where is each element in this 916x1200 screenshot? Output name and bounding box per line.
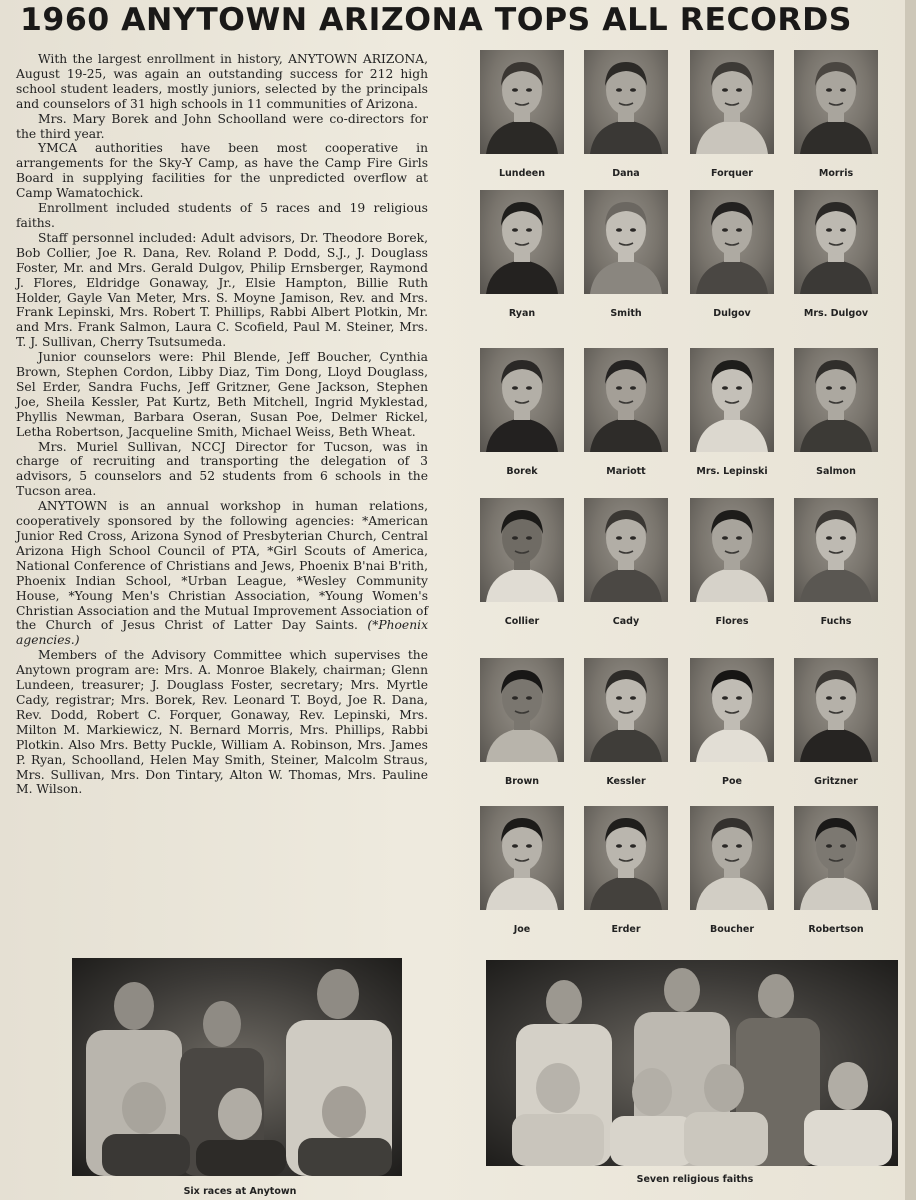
group-caption-left: Six races at Anytown xyxy=(183,1186,297,1197)
portrait-figure xyxy=(480,658,564,762)
portrait-photo xyxy=(690,348,774,452)
portrait-photo xyxy=(584,348,668,452)
page-headline: 1960 ANYTOWN ARIZONA TOPS ALL RECORDS xyxy=(20,2,852,38)
article-paragraph: Members of the Advisory Committee which supervises the Anytown program are: Mrs. A. Monroe Blakely, chairman; Glenn Lundeen, treasurer; J. Douglass Foster, secretary; Mrs. Myrtle Cady, registrar; Mrs. Borek, Rev. Leonard T. Boyd, Joe R. Dana, Rev. Dodd, Robert C. Forquer, Gonaway, Rev. Lepinski, Mrs. Milton M. Markiewicz, N. Bernard Morris, Mrs. Phillips, Rabbi Plotkin. Also Mrs. Betty Puckle, William A. Robinson, Mrs. James P. Ryan, Schoolland, Helen May Smith, Steiner, Malcolm Straus, Mrs. Sullivan, Mrs. Don Tintary, Alton W. Thomas, Mrs. Pauline M. Wilson. xyxy=(16,648,428,797)
portrait-card xyxy=(474,184,574,334)
portrait-photo xyxy=(480,498,564,602)
portrait-card xyxy=(474,342,574,492)
portrait-photo xyxy=(480,190,564,294)
portrait-figure xyxy=(480,190,564,294)
group-photo-six-races-figures xyxy=(72,958,402,1176)
portrait-figure xyxy=(584,806,668,910)
portrait-photo xyxy=(584,190,668,294)
portrait-figure xyxy=(584,348,668,452)
portrait-figure xyxy=(690,50,774,154)
portrait-caption: Dana xyxy=(612,168,640,179)
portrait-photo xyxy=(690,658,774,762)
portrait-figure xyxy=(794,498,878,602)
portrait-caption: Mrs. Dulgov xyxy=(803,308,869,319)
portrait-card xyxy=(578,184,678,334)
portrait-photo xyxy=(794,190,878,294)
portrait-card xyxy=(684,652,784,802)
article-paragraph: Junior counselors were: Phil Blende, Jeff Boucher, Cynthia Brown, Stephen Cordon, Libby Diaz, Tim Dong, Lloyd Douglass, Sel Erder, Sandra Fuchs, Jeff Gritzner, Gene Jackson, Stephen Joe, Sheila Kessler, Pat Kurtz, Beth Mitchell, Ingrid Myklestad, Phyllis Newman, Barbara Oseran, Susan Poe, Delmer Rickel, Letha Robertson, Jacqueline Smith, Michael Weiss, Beth Wheat. xyxy=(16,350,428,439)
portrait-figure xyxy=(794,50,878,154)
portrait-figure xyxy=(690,806,774,910)
portrait-card xyxy=(788,492,888,642)
sponsors-text: ANYTOWN is an annual workshop in human relations, cooperatively sponsored by the following agencies: *American Junior Red Cross, Arizona Synod of Presbyterian Church, Central Arizona High School Council of PTA, *Girl Scouts of America, National Conference of Christians and Jews, Phoenix B'nai B'rith, Phoenix Indian School, *Urban League, *Wesley Community House, *Young Men's Christian Association, *Young Women's Christian Association and the Mutual Improvement Association of the Church of Jesus Christ of Latter Day Saints. xyxy=(16,499,428,633)
portrait-photo xyxy=(690,806,774,910)
portrait-caption: Collier xyxy=(504,616,540,627)
portrait-card xyxy=(788,184,888,334)
portrait-figure xyxy=(690,498,774,602)
portrait-photo xyxy=(690,50,774,154)
article-paragraph: YMCA authorities have been most cooperative in arrangements for the Sky-Y Camp, as have the Camp Fire Girls Board in supplying facilities for the unpredicted overflow at Camp Wamatochick. xyxy=(16,141,428,201)
article-body xyxy=(16,52,428,797)
portrait-card xyxy=(474,800,574,950)
portrait-figure xyxy=(584,50,668,154)
portrait-figure xyxy=(480,498,564,602)
portrait-card xyxy=(474,44,574,194)
portrait-photo xyxy=(794,498,878,602)
group-caption-right: Seven religious faiths xyxy=(636,1174,754,1185)
portrait-photo xyxy=(480,348,564,452)
portrait-caption: Robertson xyxy=(808,924,864,935)
portrait-photo xyxy=(480,658,564,762)
portrait-figure xyxy=(480,348,564,452)
portrait-caption: Morris xyxy=(818,168,854,179)
portrait-figure xyxy=(794,806,878,910)
portrait-photo xyxy=(584,658,668,762)
portrait-card xyxy=(578,800,678,950)
portrait-card xyxy=(578,652,678,802)
portrait-card xyxy=(684,184,784,334)
group-photo-seven-faiths xyxy=(486,960,898,1166)
portrait-figure xyxy=(584,498,668,602)
portrait-figure xyxy=(690,658,774,762)
portrait-photo xyxy=(584,50,668,154)
portrait-card xyxy=(578,342,678,492)
portrait-figure xyxy=(480,50,564,154)
article-paragraph: With the largest enrollment in history, ANYTOWN ARIZONA, August 19-25, was again an outstanding success for 212 high school student leaders, mostly juniors, selected by the principals and counselors of 31 high schools in 11 communities of Arizona. xyxy=(16,52,428,111)
portrait-caption: Gritzner xyxy=(814,776,858,787)
portrait-photo xyxy=(480,50,564,154)
portrait-photo xyxy=(690,498,774,602)
article-paragraph: Enrollment included students of 5 races and 19 religious faiths. xyxy=(16,201,428,230)
portrait-caption: Joe xyxy=(513,924,531,935)
portrait-figure xyxy=(584,190,668,294)
portrait-caption: Dulgov xyxy=(713,308,751,319)
portrait-caption: Kessler xyxy=(606,776,646,787)
portrait-photo xyxy=(584,806,668,910)
portrait-caption: Ryan xyxy=(508,308,536,319)
portrait-figure xyxy=(690,348,774,452)
portrait-caption: Flores xyxy=(715,616,749,627)
portrait-figure xyxy=(584,658,668,762)
portrait-grid xyxy=(474,44,904,956)
article-paragraph: Staff personnel included: Adult advisors, Dr. Theodore Borek, Bob Collier, Joe R. Dana, Rev. Roland P. Dodd, S.J., J. Douglass Foster, Mr. and Mrs. Gerald Dulgov, Philip Ernsberger, Raymond J. Flores, Eldridge Gonaway, Jr., Elsie Hampton, Billie Ruth Holder, Gayle Van Meter, Mrs. S. Moyne Jamison, Rev. and Mrs. Frank Lepinski, Mrs. Robert T. Phillips, Rabbi Albert Plotkin, Mr. and Mrs. Frank Salmon, Laura C. Scofield, Paul M. Steiner, Mrs. T. J. Sullivan, Cherry Tsutsumeda. xyxy=(16,230,428,350)
portrait-card xyxy=(788,652,888,802)
portrait-card xyxy=(684,492,784,642)
portrait-card xyxy=(474,492,574,642)
portrait-caption: Poe xyxy=(722,776,742,787)
portrait-card xyxy=(788,800,888,950)
portrait-card xyxy=(788,342,888,492)
phoenix-agencies-note: (*Phoenix agencies.) xyxy=(16,618,428,648)
article-paragraph: Mrs. Muriel Sullivan, NCCJ Director for Tucson, was in charge of recruiting and transporting the delegation of 3 advisors, 5 counselors and 52 students from 6 schools in the Tucson area. xyxy=(16,439,428,499)
portrait-photo xyxy=(794,348,878,452)
portrait-card xyxy=(578,492,678,642)
portrait-photo xyxy=(794,50,878,154)
portrait-caption: Mrs. Lepinski xyxy=(696,466,768,477)
portrait-caption: Boucher xyxy=(709,924,755,935)
portrait-figure xyxy=(794,348,878,452)
portrait-caption: Brown xyxy=(505,776,539,787)
portrait-card xyxy=(474,652,574,802)
portrait-figure xyxy=(480,806,564,910)
portrait-photo xyxy=(584,498,668,602)
portrait-figure xyxy=(794,658,878,762)
page-fold-shadow xyxy=(905,0,916,1200)
portrait-caption: Cady xyxy=(612,616,640,627)
portrait-photo xyxy=(690,190,774,294)
portrait-figure xyxy=(794,190,878,294)
portrait-figure xyxy=(690,190,774,294)
portrait-card xyxy=(684,800,784,950)
portrait-caption: Forquer xyxy=(710,168,753,179)
portrait-caption: Fuchs xyxy=(820,616,852,627)
portrait-caption: Mariott xyxy=(606,466,646,477)
group-photo-seven-faiths-figures xyxy=(486,960,898,1166)
portrait-caption: Salmon xyxy=(816,466,856,477)
portrait-card xyxy=(684,342,784,492)
portrait-caption: Lundeen xyxy=(498,168,546,179)
portrait-card xyxy=(684,44,784,194)
portrait-photo xyxy=(480,806,564,910)
portrait-card xyxy=(578,44,678,194)
portrait-caption: Erder xyxy=(611,924,641,935)
portrait-caption: Borek xyxy=(506,466,538,477)
portrait-photo xyxy=(794,658,878,762)
portrait-card xyxy=(788,44,888,194)
portrait-photo xyxy=(794,806,878,910)
article-paragraph: Mrs. Mary Borek and John Schoolland were co-directors for the third year. xyxy=(16,111,428,141)
portrait-caption: Smith xyxy=(610,308,642,319)
group-photo-six-races xyxy=(72,958,402,1176)
article-paragraph xyxy=(16,499,428,648)
